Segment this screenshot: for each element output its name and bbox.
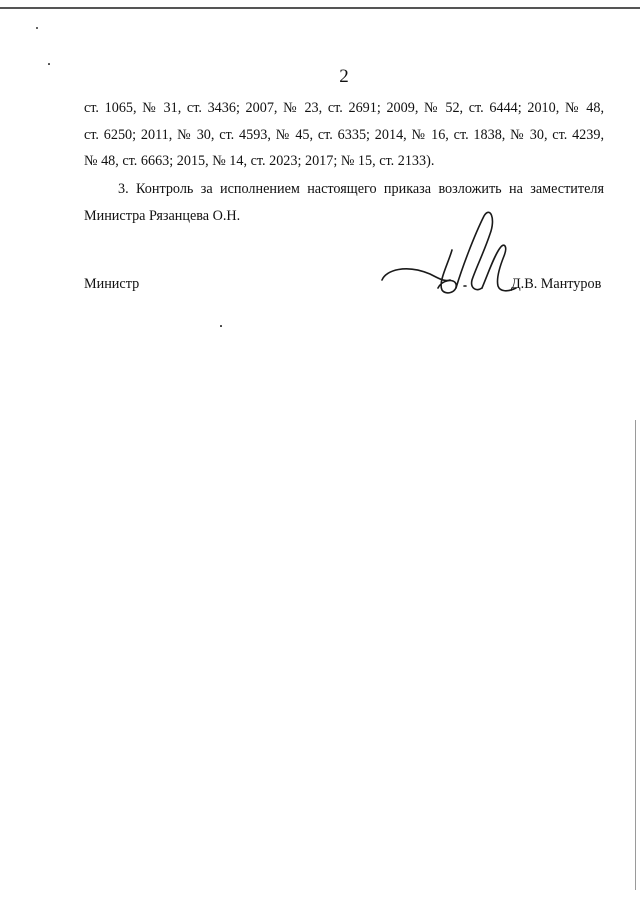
scan-speck	[48, 63, 50, 65]
text-line: ст. 1065, № 31, ст. 3436; 2007, № 23, ст. 2691; 2009, № 52, ст. 6444; 2010, № 48,	[84, 100, 604, 116]
scan-top-edge	[0, 7, 640, 9]
handwritten-signature	[380, 208, 525, 303]
text-line: № 48, ст. 6663; 2015, № 14, ст. 2023; 2017; № 15, ст. 2133).	[84, 153, 435, 169]
scan-right-edge	[635, 420, 636, 890]
paragraph-3-line: Министра Рязанцева О.Н.	[84, 207, 241, 224]
signer-position: Министр	[84, 276, 140, 292]
scan-speck	[220, 325, 222, 327]
page-number: 2	[339, 66, 349, 87]
scan-speck	[36, 27, 38, 29]
paragraph-3-line: 3. Контроль за исполнением настоящего приказа возложить на заместителя	[118, 181, 604, 197]
signer-name: Д.В. Мантуров	[511, 276, 602, 292]
text-line: ст. 6250; 2011, № 30, ст. 4593, № 45, ст. 6335; 2014, № 16, ст. 1838, № 30, ст. 4239,	[84, 126, 604, 143]
